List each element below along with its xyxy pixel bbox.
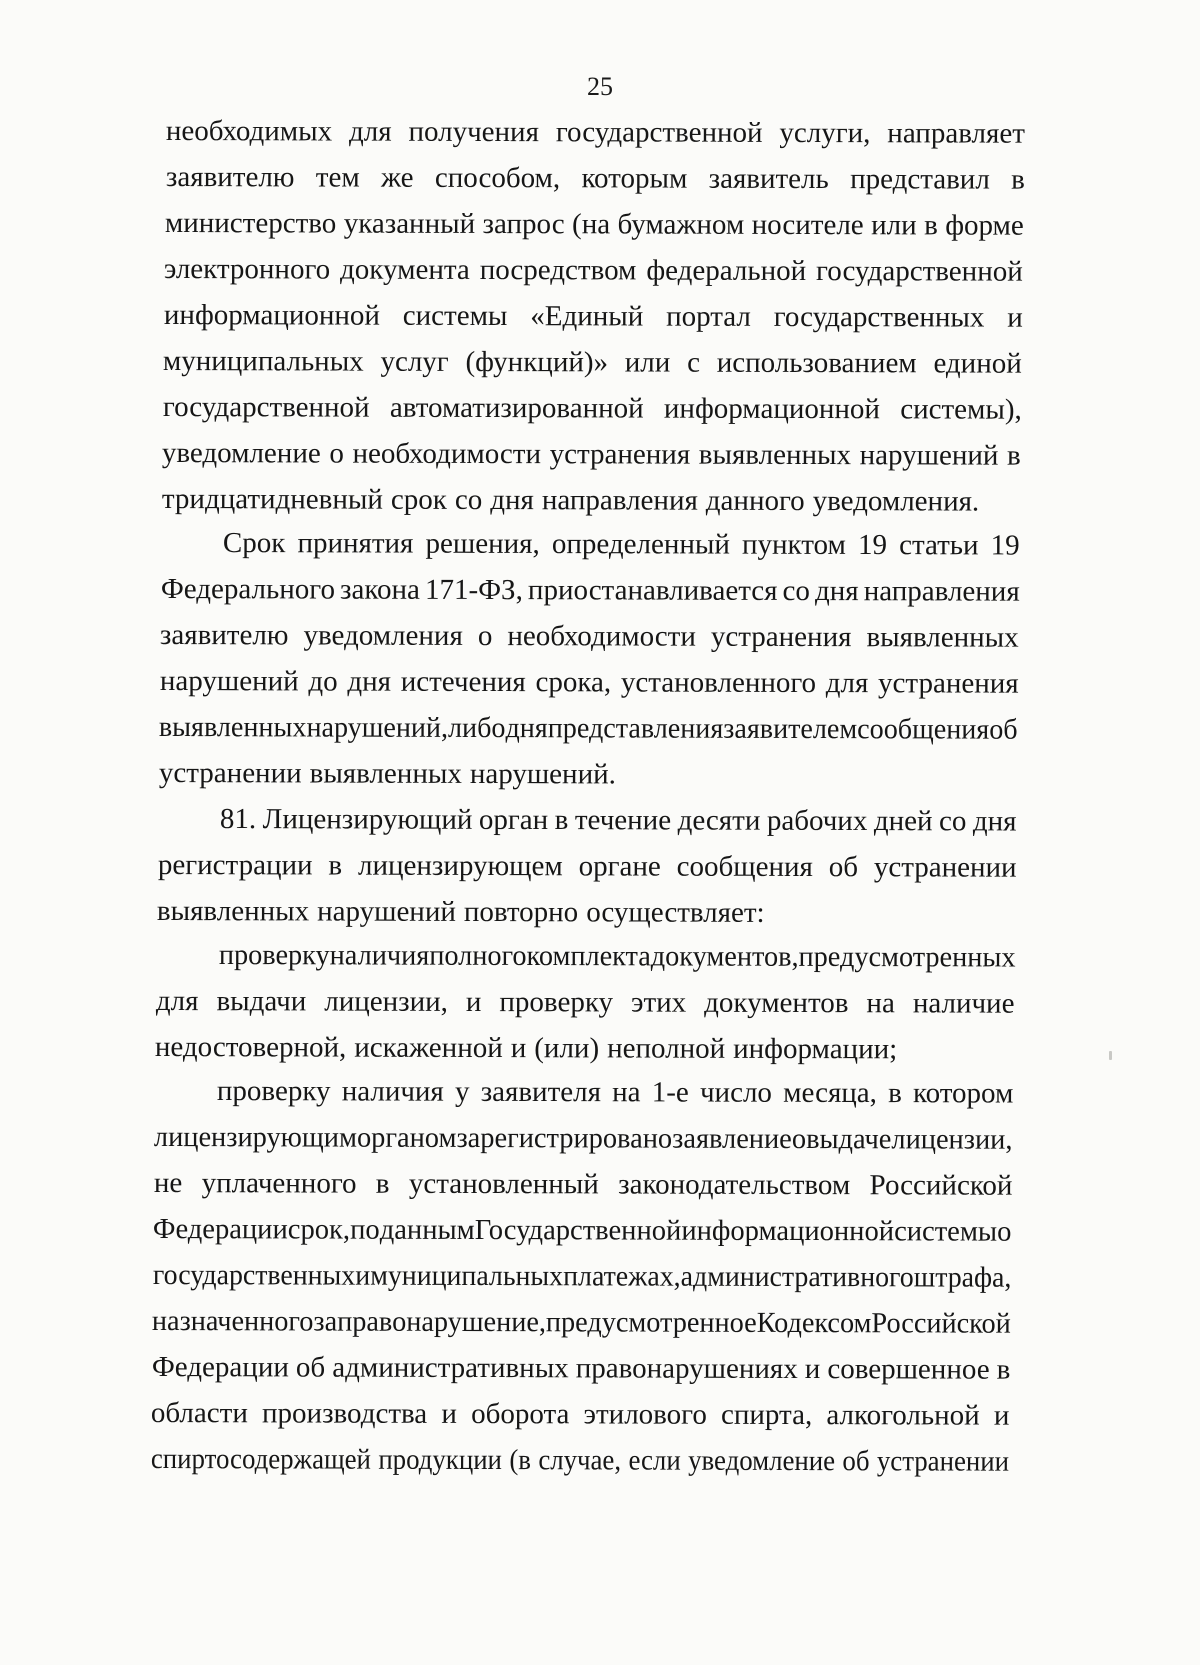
word: в xyxy=(1007,439,1022,472)
word: статьи xyxy=(899,529,979,562)
word: об xyxy=(295,1351,325,1384)
text-line xyxy=(223,520,1020,569)
word: устранения xyxy=(711,620,852,654)
word: со xyxy=(939,805,967,838)
word: выявленных xyxy=(156,894,310,928)
text-line xyxy=(153,1206,1012,1255)
word: использованием xyxy=(716,346,918,380)
word: в xyxy=(327,849,342,882)
document-body xyxy=(0,108,1200,1638)
word: системы), xyxy=(899,393,1022,426)
word: о xyxy=(997,1215,1012,1248)
word: Федерального xyxy=(160,573,335,606)
word: органе xyxy=(578,850,661,883)
word: муниципальных xyxy=(370,1259,563,1293)
word: административных xyxy=(331,1351,569,1385)
text-line xyxy=(163,384,1022,433)
word: срок xyxy=(390,483,447,516)
word: алкогольной xyxy=(826,1399,980,1432)
word: производства xyxy=(262,1397,428,1430)
text-line xyxy=(164,246,1023,295)
word: органом xyxy=(357,1121,457,1154)
word: (в xyxy=(508,1444,531,1477)
word: проверку xyxy=(218,938,330,972)
word: осуществляет: xyxy=(586,896,765,929)
word: документов, xyxy=(650,940,799,973)
word: законодательством xyxy=(617,1168,851,1202)
word: неполной xyxy=(607,1032,726,1065)
word: нарушений, xyxy=(306,711,449,744)
word: истечения xyxy=(400,665,526,699)
word: об xyxy=(989,713,1018,746)
word: уведомление xyxy=(162,436,322,470)
text-line xyxy=(153,1252,1012,1301)
word: необходимости xyxy=(507,620,697,653)
text-line xyxy=(164,292,1023,341)
word: государственной xyxy=(162,390,370,424)
word: предусмотренных xyxy=(797,940,1016,974)
word: 19 xyxy=(990,529,1020,562)
word: по xyxy=(350,1213,381,1246)
word: искаженной xyxy=(354,1031,504,1065)
word: о xyxy=(792,1123,807,1156)
word: направляет xyxy=(887,117,1025,150)
word: штрафа, xyxy=(913,1261,1012,1294)
word: предусмотренное xyxy=(546,1306,758,1339)
word: до xyxy=(307,665,338,698)
word: зарегистрировано xyxy=(456,1121,673,1155)
page-number: 25 xyxy=(587,72,613,101)
word: выдачи xyxy=(216,985,307,1018)
word: портал xyxy=(665,300,751,333)
word: Государственной xyxy=(475,1214,682,1247)
word: и xyxy=(441,1397,458,1430)
text-line xyxy=(163,338,1022,387)
word: форме xyxy=(945,209,1024,242)
word: административного xyxy=(680,1260,914,1294)
word: пунктом xyxy=(742,528,847,561)
word: уплаченного xyxy=(201,1167,357,1200)
word: выявленных xyxy=(309,757,462,790)
word: проверку xyxy=(216,1075,331,1108)
word: течение xyxy=(574,804,672,837)
word: наличия xyxy=(341,1075,444,1108)
word: направления xyxy=(541,484,698,517)
word: лицензирующем xyxy=(357,849,563,883)
word: в xyxy=(1010,163,1025,196)
word: выдаче xyxy=(806,1123,892,1156)
word: способом, xyxy=(434,161,560,195)
word: решения, xyxy=(425,527,540,560)
word: носителе xyxy=(751,208,864,242)
word: рабочих xyxy=(766,804,868,838)
word: назначенного xyxy=(152,1305,314,1338)
word: государственных xyxy=(152,1259,356,1292)
word: на xyxy=(866,987,895,1020)
word: же xyxy=(380,161,414,194)
word: лицензии, xyxy=(891,1123,1013,1156)
word: спирта, xyxy=(721,1398,813,1432)
word: дня xyxy=(346,665,391,698)
word: заявление xyxy=(672,1122,793,1156)
text-line xyxy=(161,566,1020,615)
word: полного xyxy=(428,939,527,972)
word: закона xyxy=(339,573,420,606)
word: сообщения xyxy=(857,713,990,746)
word: в xyxy=(923,209,938,242)
word: установленного xyxy=(620,666,816,700)
word: документа xyxy=(340,253,471,286)
word: этилового xyxy=(583,1398,708,1431)
word: области xyxy=(151,1397,249,1430)
word: дня xyxy=(814,575,859,608)
word: необходимости xyxy=(352,437,542,471)
word: 171-ФЗ, xyxy=(424,573,523,607)
word: (или) xyxy=(534,1032,600,1065)
word: и xyxy=(804,1353,821,1386)
word: указанный xyxy=(343,207,476,240)
word: 19 xyxy=(858,528,888,562)
word: устранения xyxy=(549,438,691,471)
word: определенный xyxy=(552,528,731,561)
word: данного xyxy=(705,484,805,518)
text-line xyxy=(162,430,1021,479)
text-line xyxy=(156,978,1015,1027)
word: в xyxy=(375,1167,390,1200)
word: запрос xyxy=(482,207,565,241)
word: в xyxy=(887,1077,902,1110)
text-line xyxy=(154,1160,1013,1209)
word: устранении xyxy=(876,1445,1009,1478)
text-line xyxy=(157,888,1016,937)
word: лицензирующим xyxy=(154,1121,358,1154)
word: со xyxy=(454,483,483,517)
scan-mark xyxy=(1109,1051,1112,1060)
word: (на xyxy=(571,208,611,241)
text-line xyxy=(151,1390,1010,1439)
word: получения xyxy=(408,115,540,149)
word: орган xyxy=(478,803,549,837)
word: заявитель xyxy=(708,162,829,196)
word: у xyxy=(454,1075,470,1108)
word: или xyxy=(625,346,671,379)
word: Срок xyxy=(223,527,286,560)
text-line xyxy=(165,154,1024,203)
word: государственной xyxy=(816,255,1024,288)
word: десяти xyxy=(677,804,761,837)
word: системы xyxy=(402,299,508,333)
word: правонарушениях xyxy=(575,1352,798,1386)
word: в xyxy=(996,1353,1011,1386)
word: информационной xyxy=(663,392,880,426)
word: о xyxy=(329,437,345,470)
text-line xyxy=(159,704,1018,753)
word: (функций)» xyxy=(465,345,609,379)
text-line xyxy=(151,1436,1010,1485)
word: о xyxy=(477,619,493,653)
word: выявленных xyxy=(699,438,852,472)
word: тридцатидневный xyxy=(161,482,383,516)
text-line xyxy=(155,1024,1014,1073)
text-line xyxy=(162,476,1021,525)
word: проверку xyxy=(499,986,614,1019)
word: число xyxy=(699,1076,772,1109)
word: приостанавливается xyxy=(527,574,778,607)
word: дня xyxy=(489,484,534,517)
word: документов xyxy=(704,986,849,1020)
text-line xyxy=(158,750,1017,799)
word: нарушений xyxy=(859,439,999,472)
word: и xyxy=(465,985,482,1019)
word: лицензии, xyxy=(324,985,448,1018)
text-line xyxy=(218,932,1015,981)
word: направления xyxy=(863,575,1020,608)
word: данным xyxy=(379,1213,476,1247)
word: в xyxy=(554,804,569,837)
word: оборота xyxy=(471,1398,570,1431)
text-line xyxy=(166,108,1025,157)
word: для xyxy=(348,115,392,148)
word: установленный xyxy=(408,1167,599,1201)
word: заявителю xyxy=(160,619,289,652)
word: с xyxy=(687,346,701,379)
word: если xyxy=(628,1444,681,1477)
word: котором xyxy=(912,1077,1014,1110)
word: не xyxy=(153,1167,183,1200)
word: «Единый xyxy=(530,300,644,333)
word: или xyxy=(870,209,917,242)
word: Федерации xyxy=(153,1213,289,1246)
word: дня xyxy=(972,805,1017,838)
word: за xyxy=(313,1305,338,1338)
word: об xyxy=(828,851,858,884)
word: министерство xyxy=(164,206,337,240)
text-line xyxy=(217,1068,1014,1117)
word: совершенное xyxy=(826,1353,990,1386)
text-line xyxy=(152,1344,1011,1393)
text-line xyxy=(154,1114,1013,1163)
word: наличия xyxy=(329,939,429,972)
word: со xyxy=(782,574,810,608)
word: государственных xyxy=(773,300,985,334)
word: тем xyxy=(315,161,360,194)
word: спиртосодержащей xyxy=(150,1443,371,1476)
word: устранения xyxy=(877,667,1019,700)
word: необходимых xyxy=(165,114,333,148)
word: заявителем xyxy=(723,712,858,746)
word: об xyxy=(842,1445,870,1478)
text-line xyxy=(157,842,1016,891)
word: и xyxy=(511,1032,527,1065)
word: и xyxy=(1007,301,1023,334)
word: недостоверной, xyxy=(155,1031,347,1064)
word: единой xyxy=(933,347,1023,380)
word: посредством xyxy=(480,253,637,287)
word: уведомления xyxy=(303,619,464,652)
word: федеральной xyxy=(646,254,807,288)
word: информационной xyxy=(681,1214,895,1248)
word: нарушений. xyxy=(469,757,616,791)
word: устранении xyxy=(873,851,1017,884)
word: автоматизированной xyxy=(389,391,644,425)
word: для xyxy=(155,984,199,1018)
word: нарушений xyxy=(159,664,299,698)
word: и xyxy=(355,1259,371,1292)
word: выявленных xyxy=(158,710,307,744)
word: дней xyxy=(873,805,933,838)
word: системы xyxy=(894,1215,998,1248)
word: срок, xyxy=(288,1213,351,1246)
word: случае, xyxy=(537,1444,621,1477)
word: бумажном xyxy=(617,208,745,241)
word: дня xyxy=(505,712,548,745)
word: месяца, xyxy=(782,1076,877,1110)
word: муниципальных xyxy=(163,344,365,378)
word: продукции xyxy=(377,1443,502,1477)
text-line xyxy=(220,796,1017,845)
word: информации; xyxy=(733,1032,898,1066)
text-line xyxy=(165,200,1024,249)
word: платежах, xyxy=(562,1260,681,1293)
word: 81. xyxy=(219,802,257,836)
word: комплекта xyxy=(526,939,651,973)
word: принятия xyxy=(297,527,414,560)
word: государственной xyxy=(555,116,763,149)
word: устранении xyxy=(158,756,302,790)
word: представления xyxy=(547,712,724,745)
word: этих xyxy=(630,986,687,1019)
word: для xyxy=(825,667,869,700)
word: заявителю xyxy=(165,160,295,194)
word: Лицензирующий xyxy=(262,803,473,836)
word: сообщения xyxy=(676,850,813,884)
word: услуги, xyxy=(779,116,871,150)
word: Российской xyxy=(871,1307,1012,1340)
word: повторно xyxy=(463,895,579,929)
text-line xyxy=(152,1298,1011,1347)
word: уведомление xyxy=(687,1444,835,1478)
text-line xyxy=(160,612,1019,661)
word: на xyxy=(612,1076,641,1109)
text-line xyxy=(159,658,1018,707)
word: либо xyxy=(448,711,506,745)
word: заявителя xyxy=(480,1075,601,1109)
word: уведомления. xyxy=(812,485,979,518)
word: Российской xyxy=(869,1169,1013,1202)
word: информационной xyxy=(163,298,380,332)
word: наличие xyxy=(912,987,1015,1020)
word: правонарушение, xyxy=(337,1305,547,1339)
word: электронного xyxy=(164,252,331,286)
word: и xyxy=(993,1399,1010,1432)
word: 1-е xyxy=(651,1076,689,1109)
word: нарушений xyxy=(317,895,456,928)
word: которым xyxy=(580,162,687,195)
word: услуг xyxy=(380,345,450,378)
word: представил xyxy=(849,163,990,196)
word: Федерации xyxy=(151,1351,289,1384)
word: регистрации xyxy=(157,848,313,882)
word: Кодексом xyxy=(756,1306,872,1340)
word: срока, xyxy=(535,666,611,699)
word: выявленных xyxy=(866,621,1019,654)
